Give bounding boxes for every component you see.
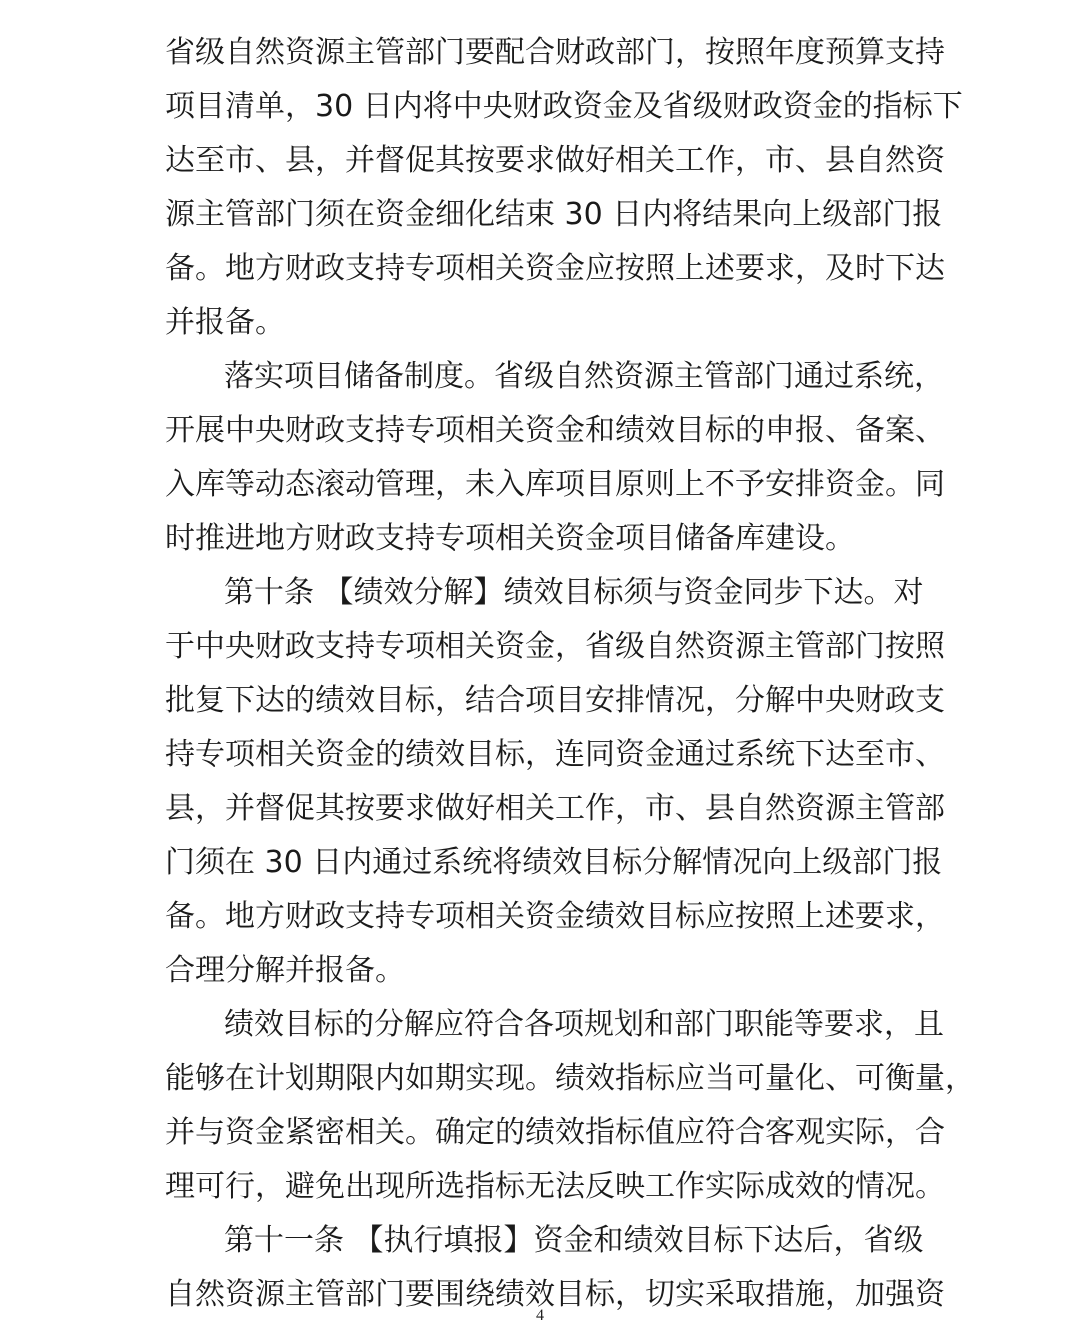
paragraph-1-line-3: 达至市、县，并督促其按要求做好相关工作，市、县自然资 [165, 143, 945, 178]
paragraph-2-line-3: 入库等动态滚动管理，未入库项目原则上不予安排资金。同 [165, 467, 945, 502]
paragraph-3-line-6: 门须在 30 日内通过系统将绩效目标分解情况向上级部门报 [165, 845, 943, 880]
paragraph-3-line-5: 县，并督促其按要求做好相关工作，市、县自然资源主管部 [165, 791, 945, 826]
paragraph-2-line-1: 落实项目储备制度。省级自然资源主管部门通过系统， [224, 359, 944, 394]
paragraph-3-line-3: 批复下达的绩效目标，结合项目安排情况，分解中央财政支 [165, 683, 945, 718]
paragraph-3-line-7: 备。地方财政支持专项相关资金绩效目标应按照上述要求， [165, 899, 945, 934]
paragraph-1-line-4: 源主管部门须在资金细化结束 30 日内将结果向上级部门报 [165, 197, 943, 232]
paragraph-3-line-2: 于中央财政支持专项相关资金，省级自然资源主管部门按照 [165, 629, 945, 664]
paragraph-2-line-4: 时推进地方财政支持专项相关资金项目储备库建设。 [165, 521, 855, 556]
article-10-heading-line: 第十条 【绩效分解】绩效目标须与资金同步下达。对 [224, 575, 924, 610]
paragraph-4-line-1: 绩效目标的分解应符合各项规划和部门职能等要求，且 [224, 1007, 944, 1042]
paragraph-1-line-6: 并报备。 [165, 305, 285, 340]
paragraph-4-line-4: 理可行，避免出现所选指标无法反映工作实际成效的情况。 [165, 1169, 945, 1204]
paragraph-3-line-4: 持专项相关资金的绩效目标，连同资金通过系统下达至市、 [165, 737, 945, 772]
paragraph-4-line-2: 能够在计划期限内如期实现。绩效指标应当可量化、可衡量， [165, 1061, 975, 1096]
paragraph-5-line-2: 自然资源主管部门要围绕绩效目标，切实采取措施，加强资 [165, 1277, 945, 1312]
paragraph-1-line-1: 省级自然资源主管部门要配合财政部门，按照年度预算支持 [165, 35, 945, 70]
paragraph-1-line-5: 备。地方财政支持专项相关资金应按照上述要求，及时下达 [165, 251, 945, 286]
paragraph-2-line-2: 开展中央财政支持专项相关资金和绩效目标的申报、备案、 [165, 413, 945, 448]
paragraph-1-line-2: 项目清单，30 日内将中央财政资金及省级财政资金的指标下 [165, 89, 963, 124]
paragraph-3-line-8: 合理分解并报备。 [165, 953, 405, 988]
article-11-heading-line: 第十一条 【执行填报】资金和绩效目标下达后，省级 [224, 1223, 924, 1258]
paragraph-4-line-3: 并与资金紧密相关。确定的绩效指标值应符合客观实际，合 [165, 1115, 945, 1150]
page-number: 4 [536, 1307, 544, 1324]
